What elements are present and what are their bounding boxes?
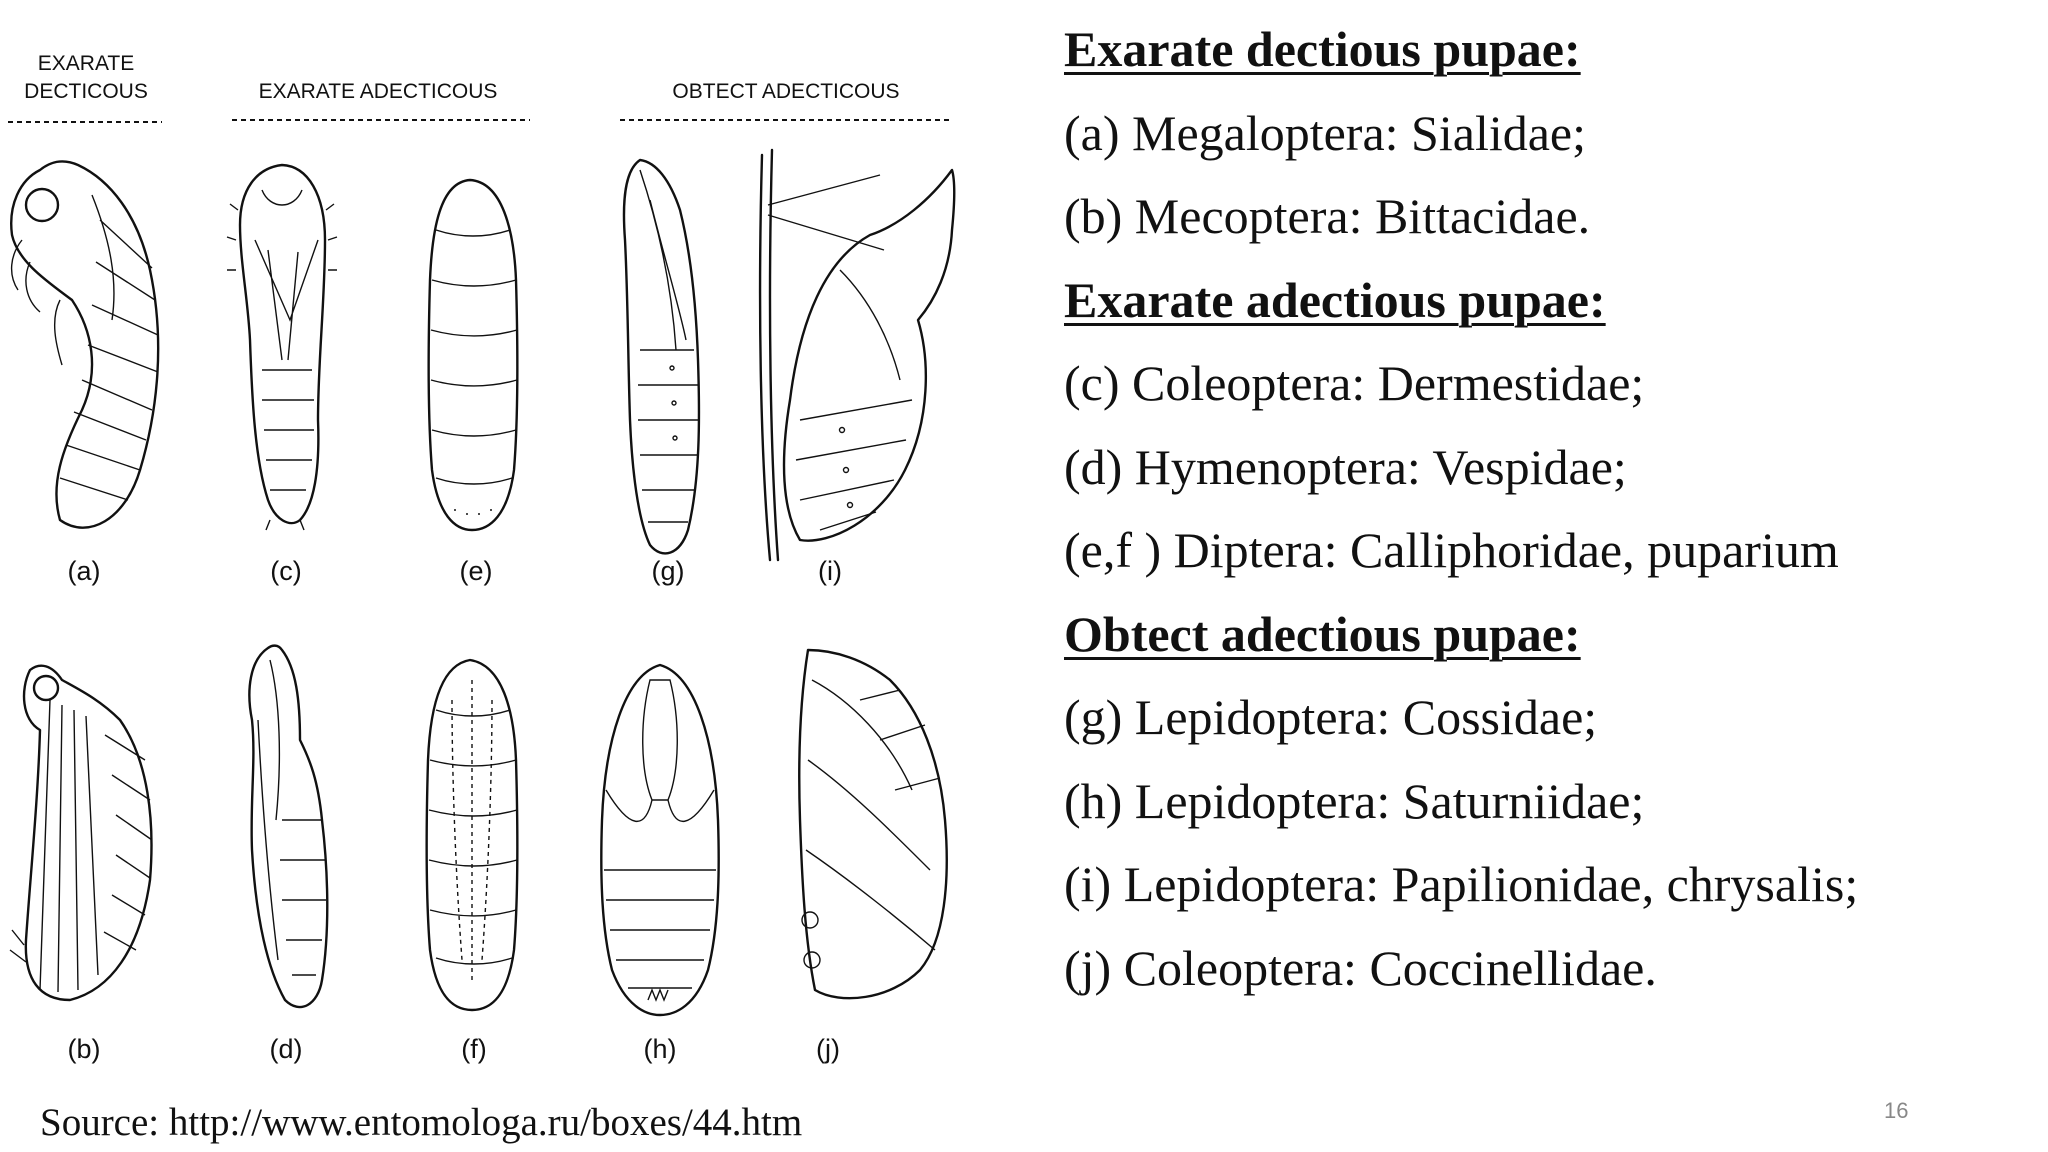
label-i: (i) bbox=[818, 556, 842, 586]
source-citation: Source: http://www.entomologa.ru/boxes/44.htm bbox=[40, 1101, 803, 1144]
header-decticous: DECTICOUS bbox=[24, 80, 148, 103]
legend-item-g: (g) Lepidoptera: Cossidae; bbox=[1064, 689, 1598, 745]
pupa-h-drawing bbox=[601, 665, 718, 1015]
pupa-g-drawing bbox=[624, 160, 699, 553]
header-exarate: EXARATE bbox=[37, 52, 135, 75]
pupa-e-drawing bbox=[429, 180, 518, 530]
header-exarate-adecticous: EXARATE ADECTICOUS bbox=[258, 80, 498, 103]
legend-item-a: (a) Megaloptera: Sialidae; bbox=[1064, 104, 1586, 161]
legend-item-b: (b) Mecoptera: Bittacidae. bbox=[1064, 188, 1591, 244]
label-c: (c) bbox=[270, 556, 302, 586]
legend-heading-obtect-adectious: Obtect adectious pupae: bbox=[1064, 605, 1581, 662]
legend-item-c: (c) Coleoptera: Dermestidae; bbox=[1064, 355, 1645, 411]
label-f: (f) bbox=[461, 1034, 487, 1064]
legend-item-d: (d) Hymenoptera: Vespidae; bbox=[1064, 438, 1627, 495]
pupa-a-drawing bbox=[11, 161, 158, 527]
pupa-f-drawing bbox=[427, 660, 518, 1010]
legend-item-h: (h) Lepidoptera: Saturniidae; bbox=[1064, 772, 1645, 829]
pupa-i-drawing bbox=[760, 150, 954, 560]
label-b: (b) bbox=[67, 1034, 101, 1064]
pupa-j-drawing bbox=[799, 650, 946, 998]
legend-heading-exarate-dectious: Exarate dectious pupae: bbox=[1064, 21, 1581, 77]
label-h: (h) bbox=[643, 1034, 677, 1064]
label-g: (g) bbox=[651, 556, 685, 586]
pupa-b-drawing bbox=[10, 666, 152, 1000]
pupa-c-drawing bbox=[227, 165, 337, 530]
header-obtect-adecticous: OBTECT ADECTICOUS bbox=[672, 80, 900, 103]
pupa-d-drawing bbox=[249, 646, 327, 1007]
legend-item-e-f: (e,f ) Diptera: Calliphoridae, puparium bbox=[1064, 522, 1839, 578]
legend-item-j: (j) Coleoptera: Coccinellidae. bbox=[1064, 939, 1657, 996]
pupae-legend bbox=[1064, 8, 2024, 1010]
pupae-illustration bbox=[0, 0, 960, 1080]
pupae-figure bbox=[0, 0, 960, 1080]
label-j: (j) bbox=[816, 1034, 840, 1064]
page-number: 16 bbox=[1884, 1098, 1909, 1123]
label-a: (a) bbox=[67, 556, 101, 586]
legend-heading-exarate-adectious: Exarate adectious pupae: bbox=[1064, 271, 1606, 328]
label-e: (e) bbox=[459, 556, 493, 586]
label-d: (d) bbox=[269, 1034, 303, 1064]
legend-item-i: (i) Lepidoptera: Papilionidae, chrysalis; bbox=[1064, 856, 1859, 912]
